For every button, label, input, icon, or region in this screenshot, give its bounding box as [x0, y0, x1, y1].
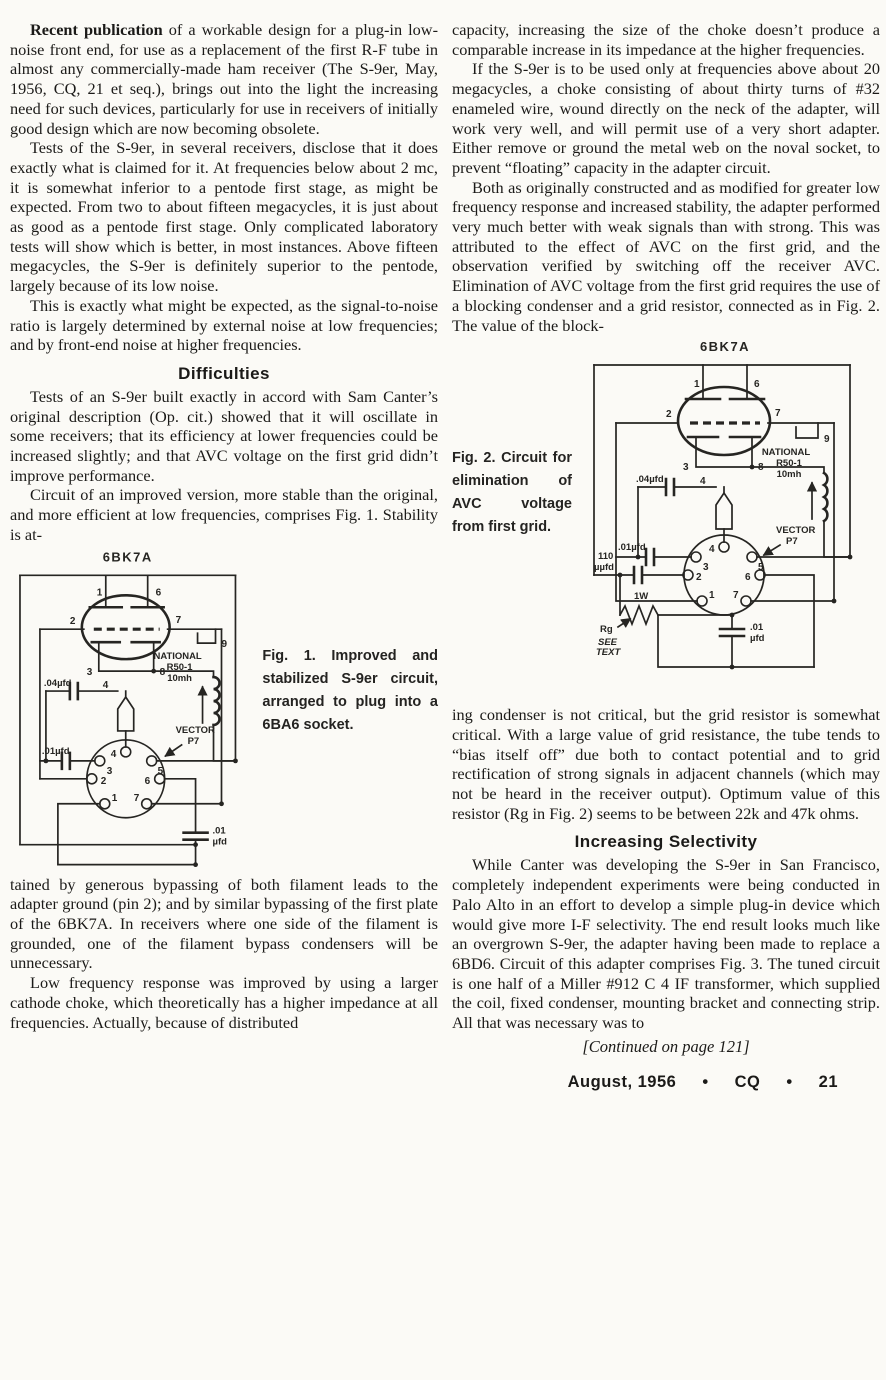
socket-pin	[95, 755, 105, 765]
tube-symbol	[678, 387, 770, 455]
tube-symbol	[82, 595, 170, 659]
socket-label: VECTOR	[175, 724, 215, 736]
junction-dot	[219, 801, 224, 806]
paragraph: tained by generous bypassing of both filament leads to the adapter ground (pin 2); and by similar bypassing of the first plate of the 6BK7A. In receivers where one side of the filament is grounded, one of the filament bypass condensers will be unnecessary.	[10, 874, 438, 973]
capacitor-label: .04µfd	[43, 677, 72, 689]
paragraph: While Canter was developing the S-9er in San Francisco, completely independent experiments were being conducted in Palo Alto in an effort to develop a simple plug-in device which would give more I-F selectivity. The end result looks much like an overgrown S-9er, the adapter having been made to replace a 6BD6. Circuit of this adapter comprises Fig. 3. The tuned circuit is one half of a Miller #912 C 4 IF transformer, which supplied the coil, fixed condenser, mounting bracket and connecting strip. All that was necessary was to	[452, 855, 880, 1033]
footer-date: August, 1956	[567, 1072, 677, 1091]
paragraph: Tests of the S-9er, in several receivers, disclose that it does exactly what is claimed for it. At frequencies below about 2 mc, it is somewhat inferior to a pentode first stage, as might be expected. From two to about fifteen megacycles, it is just about as good as a pentode first stage. Only complicated laboratory tests will show which is better, in most instances. Above fifteen megacycles, the S-9er is definitely superior to the pentode, largely because of its low noise.	[10, 138, 438, 296]
socket-pin-label: 2	[696, 572, 702, 584]
choke-coil	[214, 677, 220, 725]
capacitor-label: .01	[750, 622, 764, 634]
junction-dot	[848, 555, 853, 560]
tube-type-label: 6BK7A	[102, 548, 153, 564]
capacitor-label: µfd	[212, 836, 227, 848]
see-text-note: SEE	[598, 637, 618, 649]
footer-bullet: •	[702, 1072, 709, 1091]
paragraph-text: of a workable design for a plug-in low-noise front end, for use as a replacement of the first R-F tube in almost any commercially-made ham receiver (The S-9er, May, 1956, CQ, 21 et seq.), brings out into the light the increasing need for such devices, particularly for use in receivers of initially good design which are now becoming obsolete.	[10, 20, 438, 138]
wire	[165, 778, 196, 832]
socket-pin	[147, 755, 157, 765]
capacitor-symbol	[666, 479, 674, 495]
rg-label: Rg	[600, 624, 613, 636]
section-heading-selectivity: Increasing Selectivity	[574, 832, 758, 852]
wire	[703, 365, 747, 399]
lead-in-bold: Recent publication	[30, 20, 163, 39]
paragraph	[10, 20, 438, 138]
pin-label: 7	[775, 408, 781, 420]
socket-pin-label: 3	[703, 562, 709, 574]
socket-pin	[719, 542, 729, 552]
continued-note: [Continued on page 121]	[582, 1036, 750, 1056]
capacitor-label: .01µfd	[41, 745, 70, 757]
choke-label: R50-1	[166, 661, 193, 673]
socket-pin-label: 4	[709, 544, 715, 556]
socket-pin-label: 4	[110, 748, 117, 760]
choke-label: 10mh	[776, 469, 802, 481]
pin-label: 3	[86, 666, 93, 678]
paragraph: Circuit of an improved version, more stable than the original, and more efficient at low frequencies, comprises Fig. 1. Stability is at-	[10, 485, 438, 544]
junction-dot	[618, 573, 623, 578]
capacitor-symbol	[634, 567, 642, 583]
pin-label: 8	[758, 462, 764, 474]
figure-1-caption: Fig. 1. Improved and stabilized S-9er circuit, arranged to plug into a 6BA6 socket.	[262, 647, 438, 733]
capacitor-label: 110	[598, 551, 614, 563]
junction-dot	[193, 862, 198, 867]
paragraph: If the S-9er is to be used only at frequencies above about 20 megacycles, a choke consisting of about thirty turns of #32 enameled wire, wound directly on the neck of the adapter, will work very well, and will permit use of a very short adapter. Either remove or ground the metal web on the noval socket, to prevent “floating” capacity in the adapter circuit.	[452, 59, 880, 177]
socket-arrow	[764, 545, 780, 555]
page-footer	[452, 1073, 880, 1092]
figure-2	[452, 335, 880, 705]
socket-pin	[741, 596, 751, 606]
right-column	[452, 20, 880, 1092]
junction-dot	[233, 758, 238, 763]
wire	[658, 615, 814, 667]
shield-pentagon	[716, 493, 732, 529]
choke-label: NATIONAL	[761, 447, 811, 459]
capacitor-symbol	[70, 683, 78, 699]
socket-label: VECTOR	[776, 525, 816, 537]
paragraph: Tests of an S-9er built exactly in accord with Sam Canter’s original description (Op. cit.) showed that it will oscillate in some receivers; that its efficiency at lower frequencies could be increased slightly; and that AVC voltage on the first grid didn’t improve performance.	[10, 386, 438, 485]
socket-arrow	[166, 744, 182, 755]
socket-pin	[747, 552, 757, 562]
socket-circle	[87, 740, 165, 818]
footer-bullet: •	[786, 1072, 793, 1091]
socket-pin-label: 2	[100, 775, 107, 787]
junction-dot	[730, 665, 735, 670]
socket-pin	[87, 773, 97, 783]
left-column	[10, 20, 438, 1092]
wire	[824, 521, 850, 557]
tube-type-label: 6BK7A	[699, 339, 751, 355]
socket-pin-label: 4	[700, 476, 706, 488]
pin-label: 6	[155, 586, 162, 598]
pin-label: 9	[221, 638, 228, 650]
socket-pin	[142, 798, 152, 808]
socket-pin	[697, 596, 707, 606]
pin-label: 2	[69, 615, 76, 627]
capacitor-label: .01	[212, 825, 226, 837]
capacitor-label: .04µfd	[636, 474, 664, 486]
pin-label: 1	[96, 586, 103, 598]
socket-pin-label: 6	[745, 572, 751, 584]
figure-2-caption: Fig. 2. Circuit for elimination of AVC voltage from first grid.	[452, 450, 572, 536]
capacitor-label: µµfd	[594, 562, 614, 574]
socket-pin-label: 5	[758, 562, 764, 574]
rg-arrow	[618, 619, 630, 627]
socket-pin-label: 5	[157, 765, 164, 777]
pin9-jog	[796, 423, 818, 438]
capacitor-symbol	[720, 629, 744, 636]
socket-label: P7	[786, 536, 798, 548]
socket-pin-label: 4	[102, 679, 109, 691]
wire	[106, 575, 148, 607]
pin9-jog	[198, 629, 216, 643]
paragraph: Low frequency response was improved by using a larger cathode choke, which theoretically has a higher impedance at all frequencies. Actually, because of distributed	[10, 973, 438, 1032]
figure-2-schematic	[582, 335, 878, 705]
capacitor-symbol	[646, 549, 654, 565]
socket-pin	[691, 552, 701, 562]
section-heading-difficulties: Difficulties	[178, 363, 270, 383]
junction-dot	[832, 599, 837, 604]
see-text-note: TEXT	[596, 647, 621, 659]
pin-label: 1	[694, 379, 700, 391]
resistor-label: 1W	[634, 591, 649, 603]
choke-label: R50-1	[776, 458, 802, 470]
socket-pin-label: 3	[106, 765, 113, 777]
socket-pin-label: 7	[133, 792, 140, 804]
wire	[58, 803, 196, 864]
socket-pin-label: 7	[733, 590, 739, 602]
paragraph: Both as originally constructed and as modified for greater low frequency response and increased stability, the adapter performed very much better with weak signals than with strong. This was attributed to the effect of AVC on the first grid, and the observation verified by switching off the receiver AVC. Elimination of AVC voltage from the first grid requires the use of a blocking condenser and a grid resistor, connected as in Fig. 2. The value of the block-	[452, 177, 880, 335]
junction-dot	[193, 842, 198, 847]
socket-pin-label: 1	[709, 590, 715, 602]
wire	[765, 575, 814, 667]
pin-label: 3	[683, 462, 689, 474]
figure-1-schematic	[10, 545, 254, 875]
pin-label: 9	[824, 434, 830, 446]
socket-pin-label: 1	[111, 792, 118, 804]
figure-1	[10, 545, 438, 875]
choke-coil	[824, 473, 827, 521]
socket-pin	[100, 798, 110, 808]
footer-page-number: 21	[818, 1072, 838, 1091]
pin-label: 7	[175, 614, 182, 626]
wire	[214, 725, 236, 761]
paragraph: ing condenser is not critical, but the grid resistor is somewhat critical. With a large value of grid resistance, the tube tends to “bias itself off” due both to contact potential and to grid rectification of strong signals in adjacent channels (which may not be heard in the receiver output). Optimum value of this resistor (Rg in Fig. 2) seems to be between 22k and 47k ohms.	[452, 705, 880, 823]
pin-label: 8	[159, 666, 166, 678]
paragraph: capacity, increasing the size of the choke doesn’t produce a comparable increase in its impedance at the higher frequencies.	[452, 20, 880, 59]
capacitor-symbol	[184, 832, 208, 839]
socket-pin	[121, 746, 131, 756]
shield-pentagon	[118, 697, 134, 731]
capacitor-label: µfd	[750, 633, 765, 645]
footer-magazine: CQ	[734, 1072, 761, 1091]
pin-label: 6	[754, 379, 760, 391]
pin-label: 2	[666, 409, 672, 421]
socket-pin-label: 6	[144, 775, 151, 787]
socket-label: P7	[187, 735, 200, 747]
choke-label: 10mh	[167, 672, 192, 684]
paragraph: This is exactly what might be expected, as the signal-to-noise ratio is largely determined by external noise at low frequencies; and by front-end noise at higher frequencies.	[10, 295, 438, 355]
choke-label: NATIONAL	[153, 650, 202, 662]
capacitor-label: .01µfd	[618, 542, 646, 554]
